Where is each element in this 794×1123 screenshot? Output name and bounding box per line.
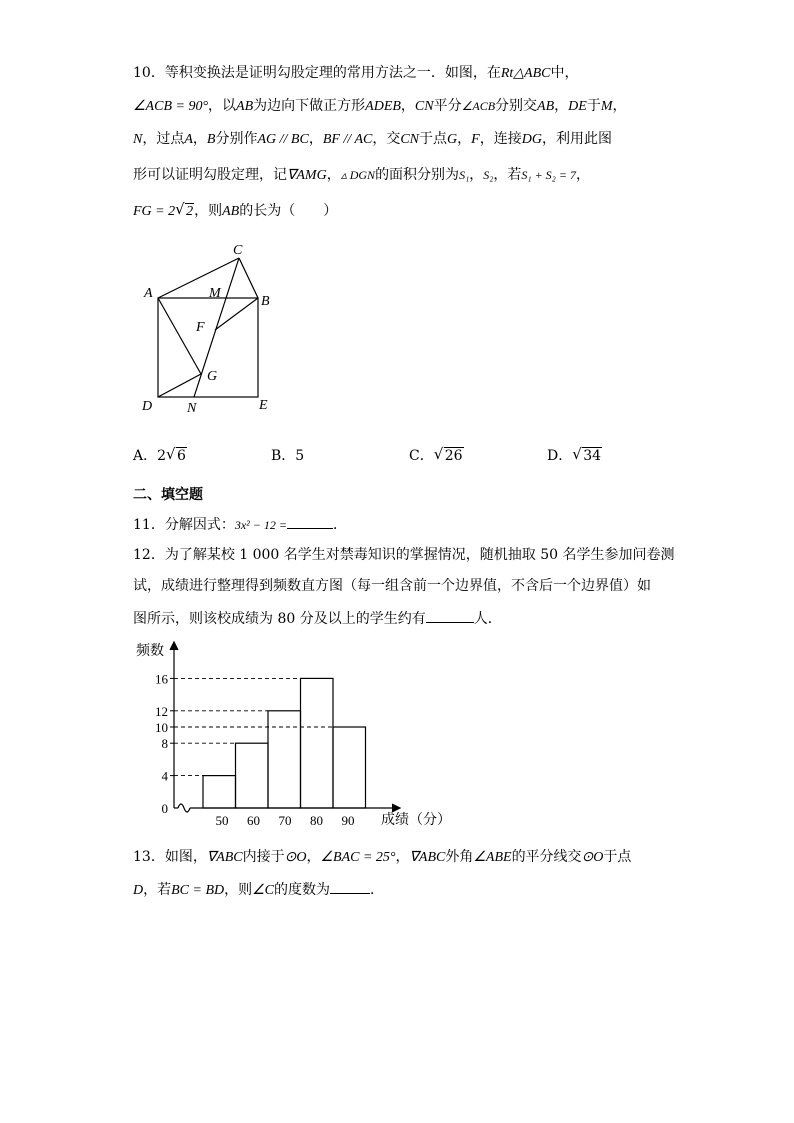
- geometry-figure: [133, 236, 293, 421]
- segment-ag: [158, 298, 201, 374]
- y-tick-label: 16: [155, 671, 168, 687]
- segment-bc: [239, 258, 258, 298]
- y-tick-label: 4: [161, 768, 168, 784]
- section-heading: 二、填空题: [133, 487, 203, 503]
- y-tick-label: 10: [155, 720, 168, 735]
- y-axis-arrow: [170, 642, 178, 650]
- histogram-bar: [236, 743, 269, 808]
- histogram-bar: [268, 711, 301, 808]
- x-axis-arrow: [392, 804, 400, 812]
- segment-ac: [158, 258, 239, 298]
- q10-line-5: FG = 2 √ 2，则AB的长为（ ）: [133, 200, 338, 219]
- histogram-bar: [203, 776, 236, 808]
- label-d: D: [142, 399, 153, 414]
- x-tick-label: 50: [215, 813, 229, 828]
- label-c: C: [233, 243, 243, 258]
- answer-blank[interactable]: [426, 609, 474, 623]
- axis-break: [178, 804, 190, 812]
- x-tick-label: 70: [278, 813, 292, 828]
- label-n: N: [187, 401, 197, 416]
- label-e: E: [259, 398, 268, 413]
- y-axis-label: 频数: [136, 644, 164, 659]
- histogram-chart: [128, 636, 458, 836]
- q10-line-3: N，过点A，B分别作AG // BC，BF // AC，交CN于点G，F，连接DG，利用此图: [133, 131, 612, 147]
- option-b[interactable]: B．5: [271, 448, 305, 464]
- option-d[interactable]: D． √ 34: [547, 445, 602, 464]
- histogram-bar: [333, 727, 366, 808]
- q13-line-1: 13．如图，∇ABC内接于⊙O，∠BAC = 25°，∇ABC外角∠ABE的平分线交⊙O于点: [133, 849, 632, 865]
- y-tick-label: 12: [155, 703, 168, 719]
- label-f: F: [196, 320, 205, 335]
- q10-line-4: 形可以证明勾股定理，记∇AMG，▵ DGN的面积分别为S₁，S₂，若S₁ + S₂ = 7，: [133, 167, 590, 183]
- q11-line: 11．分解因式：3x² − 12 = ．: [133, 517, 347, 533]
- answer-blank[interactable]: [330, 880, 370, 894]
- label-b: B: [261, 294, 270, 309]
- label-m: M: [209, 286, 221, 301]
- label-g: G: [207, 369, 218, 384]
- x-axis-label: 成绩（分）: [381, 813, 451, 828]
- x-tick-label: 80: [310, 813, 323, 828]
- label-a: A: [144, 286, 153, 301]
- y-tick-label: 0: [161, 801, 168, 816]
- y-tick-label: 8: [161, 736, 168, 752]
- answer-blank[interactable]: [287, 515, 333, 529]
- option-c[interactable]: C． √ 26: [409, 445, 463, 464]
- option-a[interactable]: A．2 √ 6: [133, 445, 186, 464]
- x-tick-label: 60: [247, 813, 260, 828]
- q12-line-3: 图所示，则该校成绩为 80 分及以上的学生约有 人．: [133, 611, 502, 627]
- x-tick-label: 90: [341, 813, 355, 828]
- q12-line-2: 试，成绩进行整理得到频数直方图（每一组含前一个边界值，不含后一个边界值）如: [133, 578, 651, 594]
- q13-line-2: D，若BC = BD，则∠C的度数为 ．: [133, 882, 385, 898]
- q10-line-2: ∠ACB = 90°，以AB为边向下做正方形ADEB，CN平分∠ACB分别交AB，DE于M，: [133, 98, 627, 114]
- q12-line-1: 12．为了解某校 1 000 名学生对禁毒知识的掌握情况，随机抽取 50 名学生参加问卷测: [133, 547, 675, 563]
- q10-line-1: 10．等积变换法是证明勾股定理的常用方法之一．如图，在Rt△ABC中，: [133, 65, 579, 81]
- histogram-bar: [301, 678, 334, 808]
- sqrt-symbol: √ 2: [175, 200, 194, 219]
